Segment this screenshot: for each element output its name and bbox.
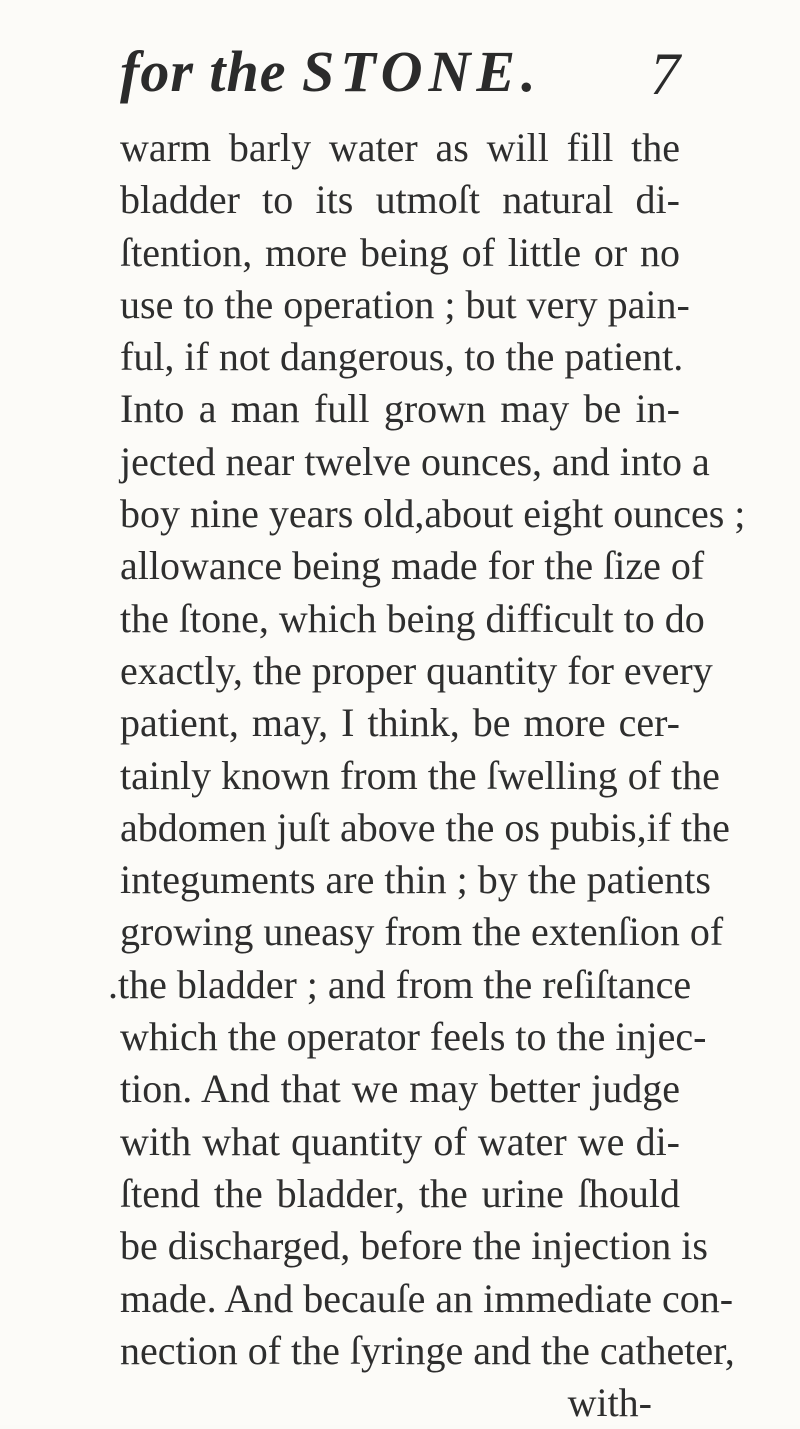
body-text <box>108 122 746 1429</box>
text-line: allowance being made for the ſize of <box>120 543 705 589</box>
page-number: 7 <box>650 41 680 107</box>
text-line: nection of the ſyringe and the catheter, <box>120 1327 735 1373</box>
text-line: the ſtone, which being difficult to do <box>120 595 705 641</box>
text-line: made. And becauſe an immediate con- <box>120 1275 734 1321</box>
text-line: ſtend the bladder, the urine ſhould <box>120 1170 680 1216</box>
text-line: which the operator feels to the injec- <box>120 1014 707 1060</box>
text-line: .the bladder ; and from the reſiſtance <box>108 961 692 1007</box>
text-line: warm barly water as will fill the <box>120 125 680 170</box>
running-title-caps: STONE. <box>302 39 542 104</box>
text-line: tainly known from the ſwelling of the <box>120 752 720 798</box>
text-line: boy nine years old,about eight ounces ; <box>120 491 746 537</box>
text-line: patient, may, I think, be more cer- <box>120 700 680 746</box>
running-title <box>120 38 542 105</box>
text-line: growing uneasy from the extenſion of <box>120 909 724 955</box>
running-header <box>120 38 680 118</box>
text-line: with what quantity of water we di- <box>120 1118 680 1164</box>
text-line: abdomen juſt above the os pubis,if the <box>120 804 730 850</box>
text-line: exactly, the proper quantity for every <box>120 647 713 693</box>
text-line: tion. And that we may better judge <box>120 1066 680 1112</box>
text-line: be discharged, before the injection is <box>120 1223 708 1269</box>
catchword: with- <box>567 1380 652 1426</box>
text-line: Into a man full grown may be in- <box>120 386 680 432</box>
text-line: ful, if not dangerous, to the patient. <box>120 334 684 380</box>
text-line: ſtention, more being of little or no <box>120 229 680 275</box>
running-title-prefix: for the <box>120 39 287 104</box>
text-line: integuments are thin ; by the patients <box>120 857 711 903</box>
text-line: jected near twelve ounces, and into a <box>120 438 710 484</box>
text-line: bladder to its utmoſt natural di- <box>120 177 680 223</box>
text-line: use to the operation ; but very pain- <box>120 281 690 327</box>
